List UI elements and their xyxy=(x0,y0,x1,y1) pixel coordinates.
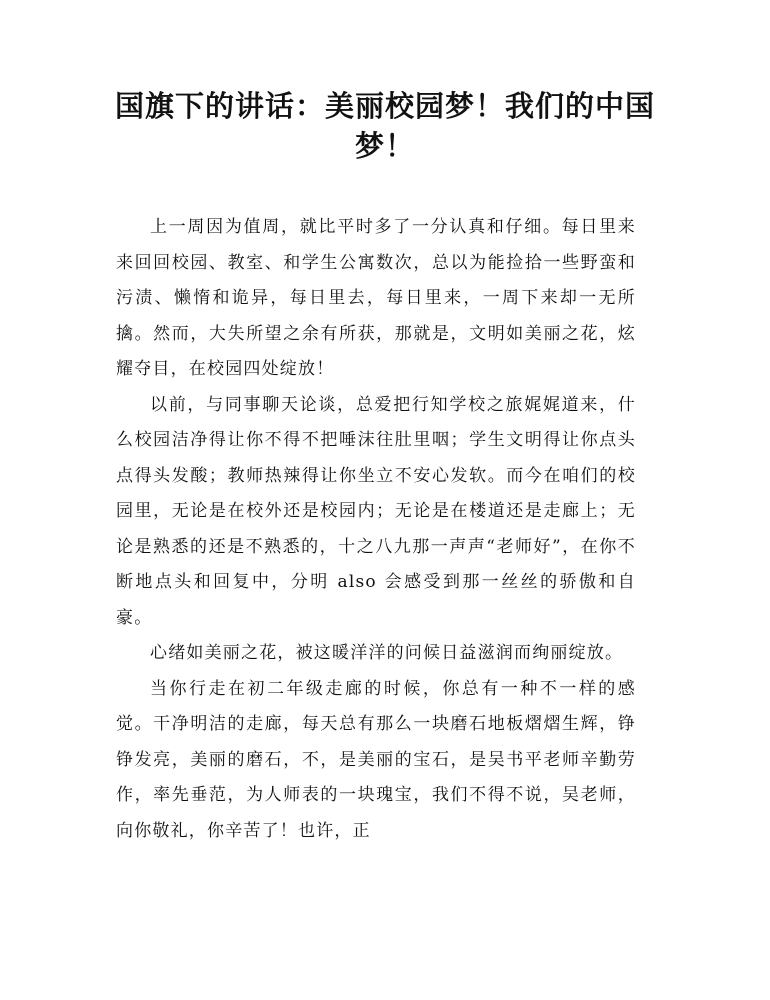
paragraph: 以前，与同事聊天论谈，总爱把行知学校之旅娓娓道来，什么校园洁净得让你不得不把唾沫往肚里咽；学生文明得让你点头点得头发酸；教师热辣得让你坐立不安心发软。而今在咱们的校园里，无论是在校外还是校园内；无论是在楼道还是走廊上；无论是熟悉的还是不熟悉的，十之八九那一声声“老师好”，在你不断地点头和回复中，分明 also 会感受到那一丝丝的骄傲和自豪。 xyxy=(116,394,636,628)
paragraph: 上一周因为值周，就比平时多了一分认真和仔细。每日里来来回回校园、教室、和学生公寓数次，总以为能捡拾一些野蛮和污渍、懒惰和诡异，每日里去，每日里来，一周下来却一无所擒。然而，大失所望之余有所获，那就是，文明如美丽之花，炫耀夺目，在校园四处绽放！ xyxy=(116,217,636,379)
paragraph: 当你行走在初二年级走廊的时候，你总有一种不一样的感觉。干净明洁的走廊，每天总有那么一块磨石地板熠熠生辉，铮铮发亮，美丽的磨石，不，是美丽的宝石，是吴书平老师辛勤劳作，率先垂范，为人师表的一块瑰宝，我们不得不说，吴老师，向你敬礼，你辛苦了！也许，正 xyxy=(116,678,636,841)
document-title: 国旗下的讲话：美丽校园梦！我们的中国梦！ xyxy=(114,89,655,163)
paragraph: 心绪如美丽之花，被这暖洋洋的问候日益滋润而绚丽绽放。 xyxy=(150,643,624,663)
document-body xyxy=(116,210,636,849)
